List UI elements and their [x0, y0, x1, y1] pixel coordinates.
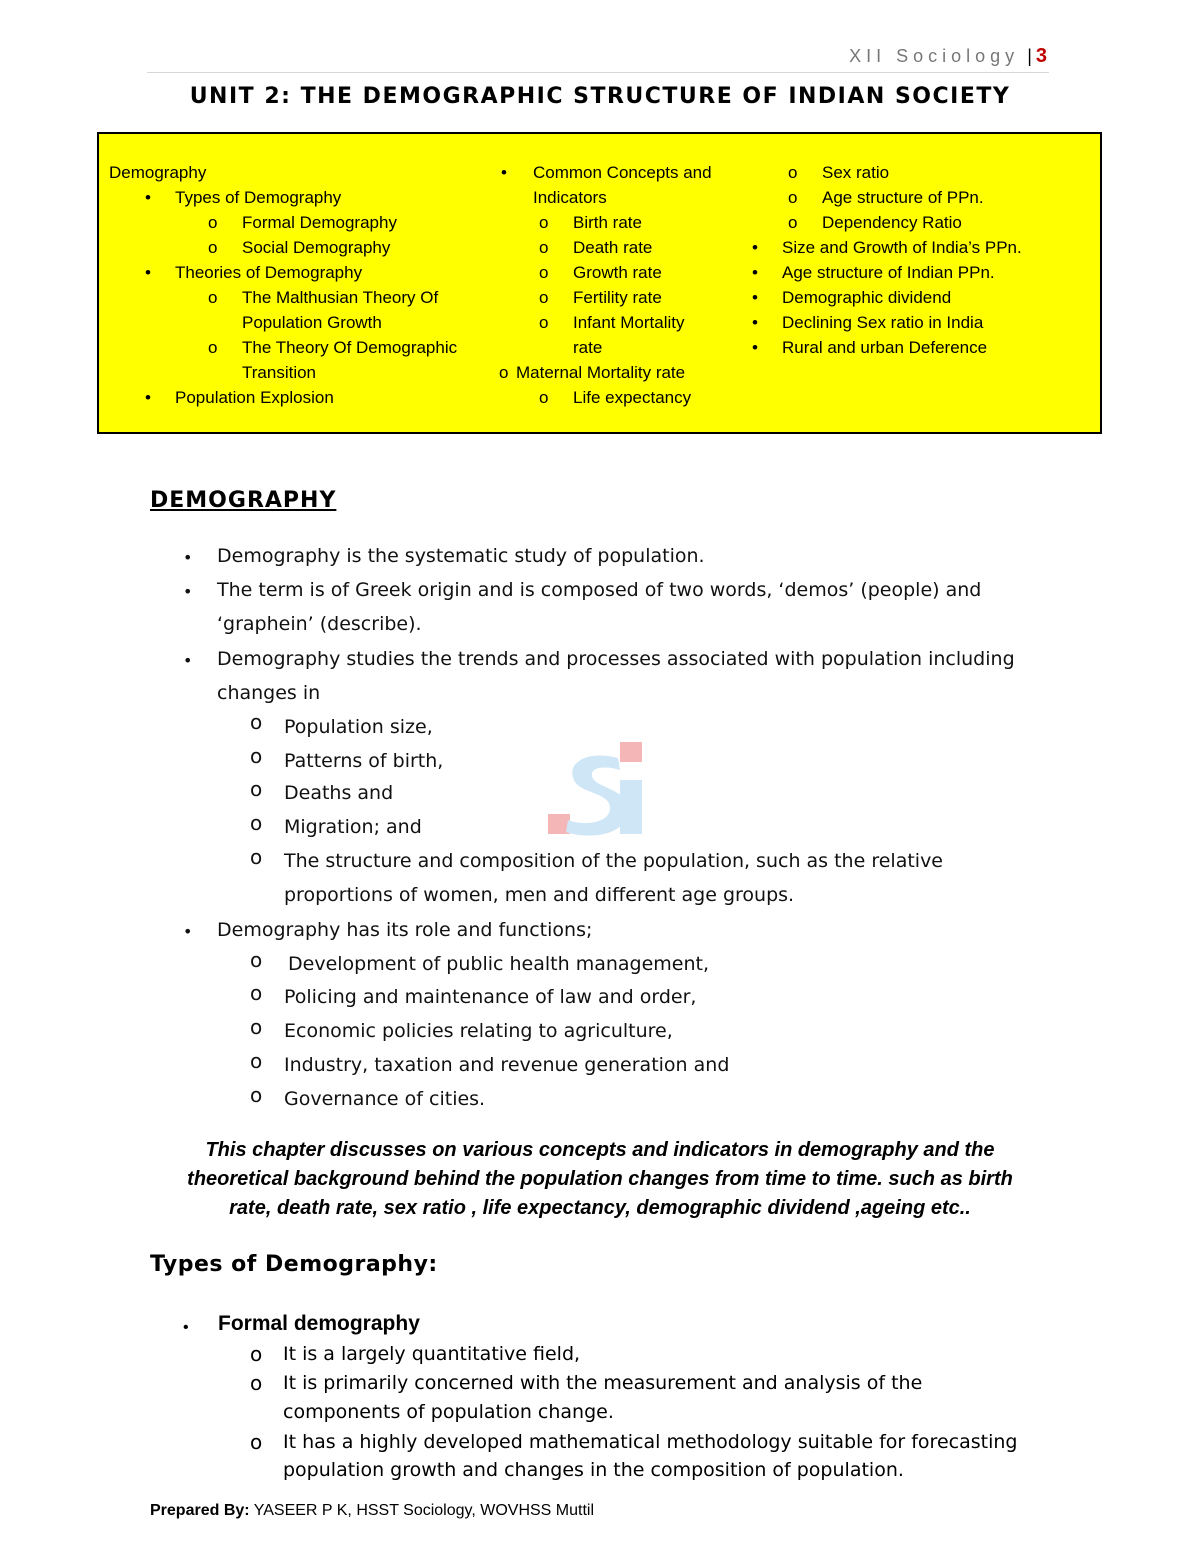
sub-list-item: Governance of cities. [284, 1088, 486, 1110]
bullet-icon: • [145, 188, 151, 207]
contents-column-3 [754, 160, 1099, 360]
toc-subitem-cont: rate [573, 338, 603, 357]
circle-bullet-icon: o [250, 710, 263, 734]
circle-bullet-icon: o [539, 288, 549, 307]
sub-list-item: Patterns of birth, [284, 750, 444, 772]
circle-bullet-icon: o [499, 363, 509, 382]
circle-bullet-icon: o [208, 238, 218, 257]
sub-list-item: Deaths and [284, 782, 394, 804]
running-header [849, 45, 1047, 68]
list-item: Demography has its role and functions; [217, 919, 593, 941]
sub-list-item-cont: proportions of women, men and different age groups. [284, 884, 795, 906]
toc-subitem: o Fertility rate [573, 285, 833, 310]
circle-bullet-icon: o [250, 948, 263, 972]
sub-list-item: The structure and composition of the population, such as the relative [284, 850, 943, 872]
circle-bullet-icon: o [539, 263, 549, 282]
list-item: Demography studies the trends and processes associated with population including [217, 648, 1015, 670]
watermark-logo [548, 740, 648, 840]
list-item: Demography is the systematic study of population. [217, 545, 705, 567]
toc-subitem: o Life expectancy [573, 385, 833, 410]
header-rule [147, 72, 1049, 73]
summary-line: This chapter discusses on various concepts and indicators in demography and the [205, 1139, 995, 1161]
circle-bullet-icon: o [539, 213, 549, 232]
unit-title: UNIT 2: THE DEMOGRAPHIC STRUCTURE OF INDIAN SOCIETY [189, 84, 1011, 109]
bullet-icon: • [183, 582, 193, 601]
list-item-cont: ‘graphein’ (describe). [217, 613, 422, 635]
toc-item: • Rural and urban Deference [782, 335, 1127, 360]
toc-item: • Declining Sex ratio in India [782, 310, 1127, 335]
circle-bullet-icon: o [208, 288, 218, 307]
sub-list-item: Economic policies relating to agriculture, [284, 1020, 673, 1042]
watermark-i-stem [620, 780, 642, 834]
circle-bullet-icon: o [250, 981, 263, 1005]
sub-list-item-cont: population growth and changes in the composition of population. [283, 1459, 904, 1481]
toc-item: • Demographic dividend [782, 285, 1127, 310]
watermark-s [566, 755, 628, 835]
bullet-icon: • [183, 1319, 189, 1336]
toc-subitem: o Maternal Mortality rate [516, 360, 776, 385]
page-number: 3 [1035, 45, 1047, 67]
toc-subitem: o Death rate [573, 235, 833, 260]
footer-label: Prepared By: [150, 1502, 250, 1519]
bullet-icon: • [752, 313, 758, 332]
page-footer [150, 1502, 594, 1520]
circle-bullet-icon: o [250, 1430, 263, 1454]
toc-item: • Common Concepts and [533, 160, 793, 185]
contents-column-1 [109, 160, 489, 410]
circle-bullet-icon: o [250, 777, 263, 801]
toc-title: Demography [109, 163, 207, 182]
sub-list-item: It is a largely quantitative field, [283, 1343, 581, 1365]
header-separator: | [1027, 46, 1032, 66]
contents-column-2 [499, 160, 759, 410]
circle-bullet-icon: o [250, 845, 263, 869]
toc-item: • Age structure of Indian PPn. [782, 260, 1127, 285]
circle-bullet-icon: o [250, 1083, 263, 1107]
toc-item-cont: Indicators [533, 188, 607, 207]
toc-subitem: o The Theory Of Demographic [242, 335, 622, 360]
toc-subitem: o Social Demography [242, 235, 622, 260]
footer-text: YASEER P K, HSST Sociology, WOVHSS Muttil [253, 1502, 595, 1519]
circle-bullet-icon: o [788, 163, 798, 182]
toc-subitem: o Dependency Ratio [822, 210, 1167, 235]
circle-bullet-icon: o [250, 1049, 263, 1073]
toc-subitem: o Sex ratio [822, 160, 1167, 185]
circle-bullet-icon: o [788, 213, 798, 232]
toc-subitem: o Infant Mortality [573, 310, 833, 335]
circle-bullet-icon: o [250, 744, 263, 768]
toc-item: • Theories of Demography [175, 260, 555, 285]
bullet-icon: • [752, 288, 758, 307]
summary-line: rate, death rate, sex ratio , life expectancy, demographic dividend ,ageing etc.. [229, 1197, 971, 1219]
contents-box [97, 132, 1102, 434]
bullet-icon: • [183, 922, 193, 941]
watermark-i-dot [620, 742, 642, 762]
bullet-icon: • [501, 163, 507, 182]
subheading-formal-demography: Formal demography [218, 1312, 420, 1335]
bullet-icon: • [145, 388, 151, 407]
toc-subitem-cont: Transition [242, 363, 317, 382]
bullet-icon: • [752, 263, 758, 282]
section-heading-demography: DEMOGRAPHY [150, 488, 337, 513]
toc-item: • Population Explosion [175, 385, 555, 410]
sub-list-item: Population size, [284, 716, 433, 738]
bullet-icon: • [183, 548, 193, 567]
circle-bullet-icon: o [250, 1015, 263, 1039]
circle-bullet-icon: o [208, 338, 218, 357]
bullet-icon: • [752, 238, 758, 257]
toc-subitem: o Age structure of PPn. [822, 185, 1167, 210]
circle-bullet-icon: o [250, 811, 263, 835]
list-item-cont: changes in [217, 682, 321, 704]
section-heading-types: Types of Demography: [150, 1252, 438, 1277]
sub-list-item-cont: components of population change. [283, 1401, 614, 1423]
bullet-icon: • [752, 338, 758, 357]
toc-subitem: o Birth rate [573, 210, 833, 235]
circle-bullet-icon: o [539, 238, 549, 257]
circle-bullet-icon: o [788, 188, 798, 207]
toc-item: • Size and Growth of India’s PPn. [782, 235, 1127, 260]
circle-bullet-icon: o [539, 313, 549, 332]
list-item: The term is of Greek origin and is composed of two words, ‘demos’ (people) and [217, 579, 982, 601]
toc-item: • Types of Demography [175, 185, 555, 210]
toc-subitem: o The Malthusian Theory Of [242, 285, 622, 310]
bullet-icon: • [145, 263, 151, 282]
toc-subitem: o Growth rate [573, 260, 833, 285]
sub-list-item: Migration; and [284, 816, 422, 838]
sub-list-item: Policing and maintenance of law and order, [284, 986, 697, 1008]
circle-bullet-icon: o [250, 1371, 263, 1395]
toc-subitem-cont: Population Growth [242, 313, 382, 332]
header-course: XII Sociology [849, 46, 1020, 66]
bullet-icon: • [183, 651, 193, 670]
circle-bullet-icon: o [250, 1342, 263, 1366]
sub-list-item: Development of public health management, [288, 953, 710, 975]
circle-bullet-icon: o [539, 388, 549, 407]
sub-list-item: It has a highly developed mathematical methodology suitable for forecasting [283, 1431, 1018, 1453]
toc-subitem: o Formal Demography [242, 210, 622, 235]
circle-bullet-icon: o [208, 213, 218, 232]
chapter-summary [150, 1136, 1050, 1223]
sub-list-item: Industry, taxation and revenue generation and [284, 1054, 730, 1076]
sub-list-item: It is primarily concerned with the measurement and analysis of the [283, 1372, 923, 1394]
summary-line: theoretical background behind the population changes from time to time. such as birth [187, 1168, 1013, 1190]
